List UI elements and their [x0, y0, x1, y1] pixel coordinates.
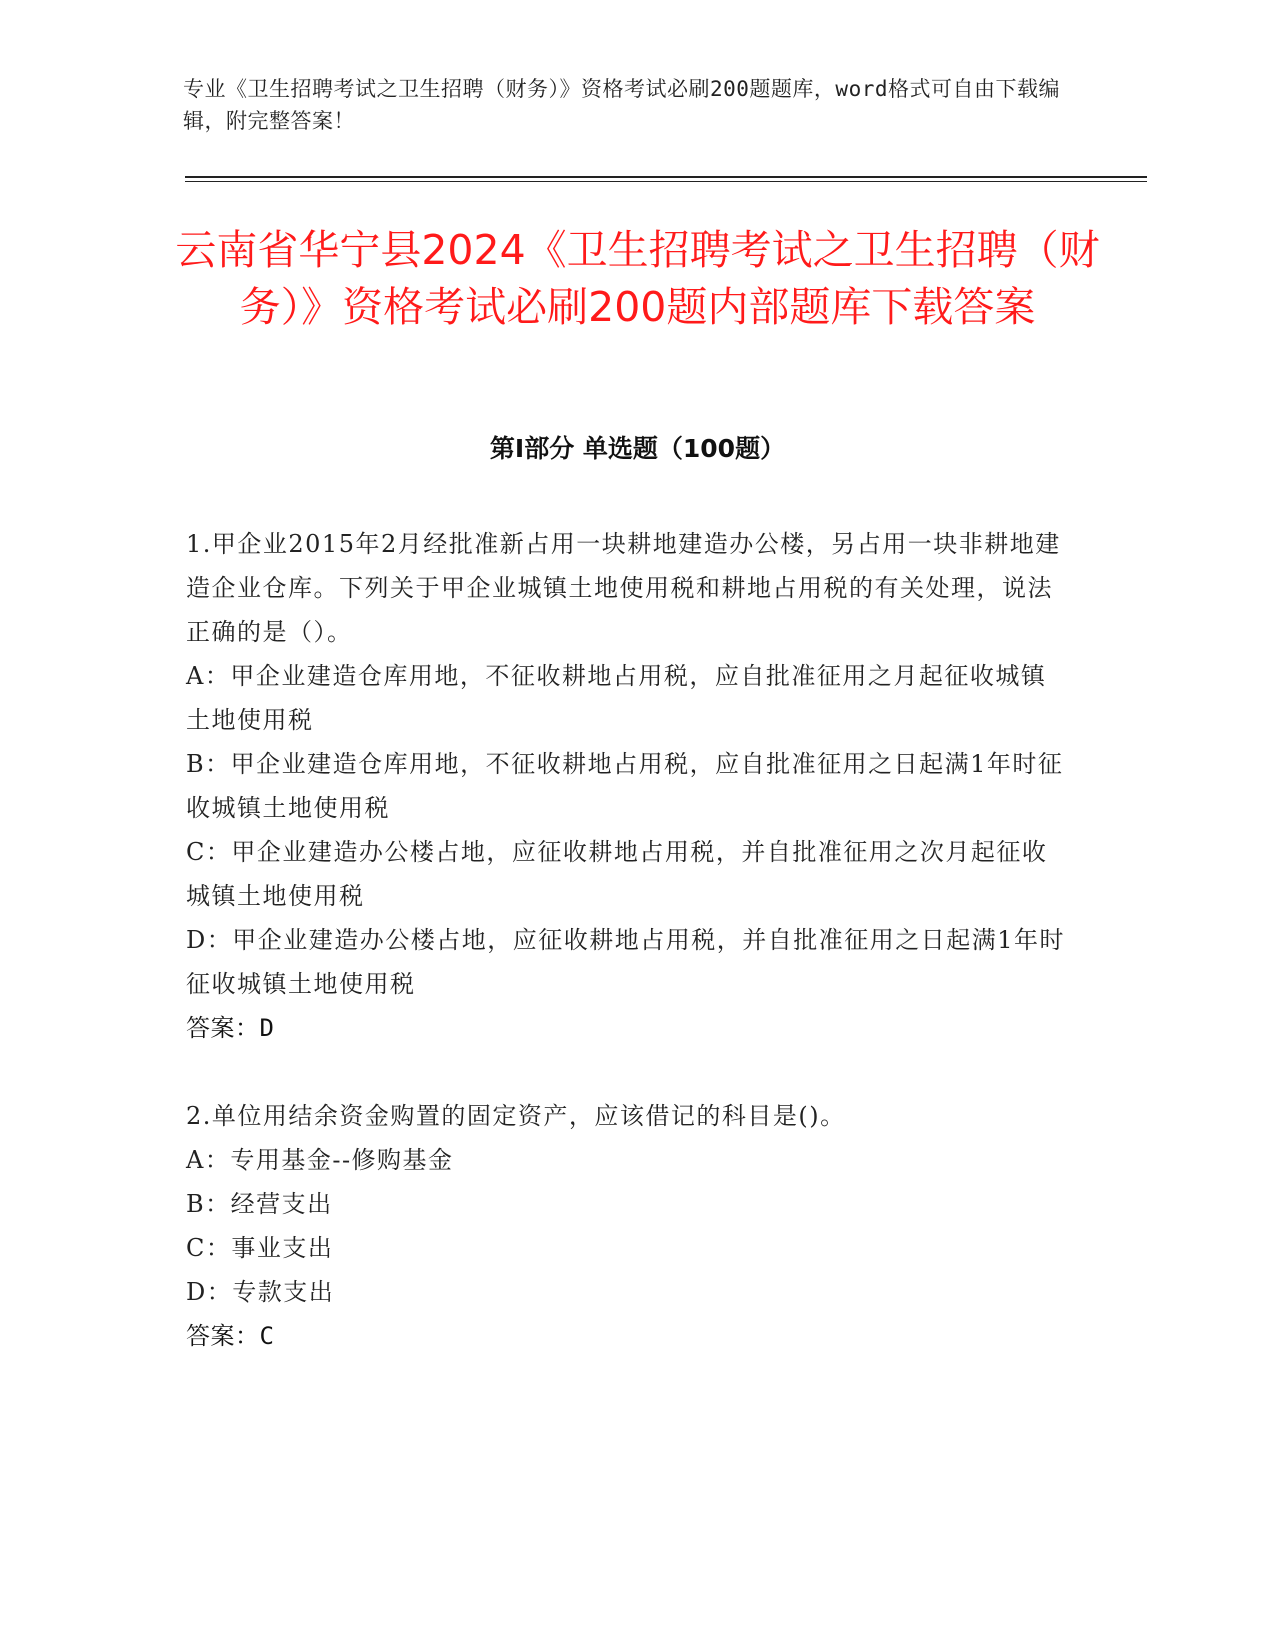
- option-d: D：专款支出: [186, 1278, 335, 1306]
- document-title: 云南省华宁县2024《卫生招聘考试之卫生招聘（财务）》资格考试必刷200题内部题库下载答案: [175, 226, 1100, 331]
- option-a: A：专用基金--修购基金: [186, 1146, 454, 1174]
- question-stem: 1.甲企业2015年2月经批准新占用一块耕地建造办公楼，另占用一块非耕地建造企业仓库。下列关于甲企业城镇土地使用税和耕地占用税的有关处理，说法正确的是（）。: [186, 530, 1061, 646]
- header-divider-thin: [185, 181, 1147, 182]
- option-b: B：经营支出: [186, 1190, 333, 1218]
- option-c: C：事业支出: [186, 1234, 334, 1262]
- question-2: [186, 1094, 1066, 1358]
- option-c: C：甲企业建造办公楼占地，应征收耕地占用税，并自批准征用之次月起征收城镇土地使用税: [186, 838, 1048, 910]
- option-a: A：甲企业建造仓库用地，不征收耕地占用税，应自批准征用之月起征收城镇土地使用税: [186, 662, 1047, 734]
- header-note: 专业《卫生招聘考试之卫生招聘（财务）》资格考试必刷200题题库，word格式可自由下载编辑，附完整答案！: [183, 77, 1060, 133]
- option-d: D：甲企业建造办公楼占地，应征收耕地占用税，并自批准征用之日起满1年时征收城镇土地使用税: [186, 926, 1066, 998]
- header-divider-thick: [185, 176, 1147, 178]
- answer: 答案：D: [186, 1014, 275, 1042]
- option-b: B：甲企业建造仓库用地，不征收耕地占用税，应自批准征用之日起满1年时征收城镇土地使用税: [186, 750, 1064, 822]
- section-heading: 第I部分 单选题（100题）: [489, 434, 786, 463]
- question-1: [186, 522, 1066, 1050]
- question-list: [186, 522, 1066, 1358]
- answer: 答案：C: [186, 1322, 275, 1350]
- question-stem: 2.单位用结余资金购置的固定资产，应该借记的科目是()。: [186, 1102, 846, 1130]
